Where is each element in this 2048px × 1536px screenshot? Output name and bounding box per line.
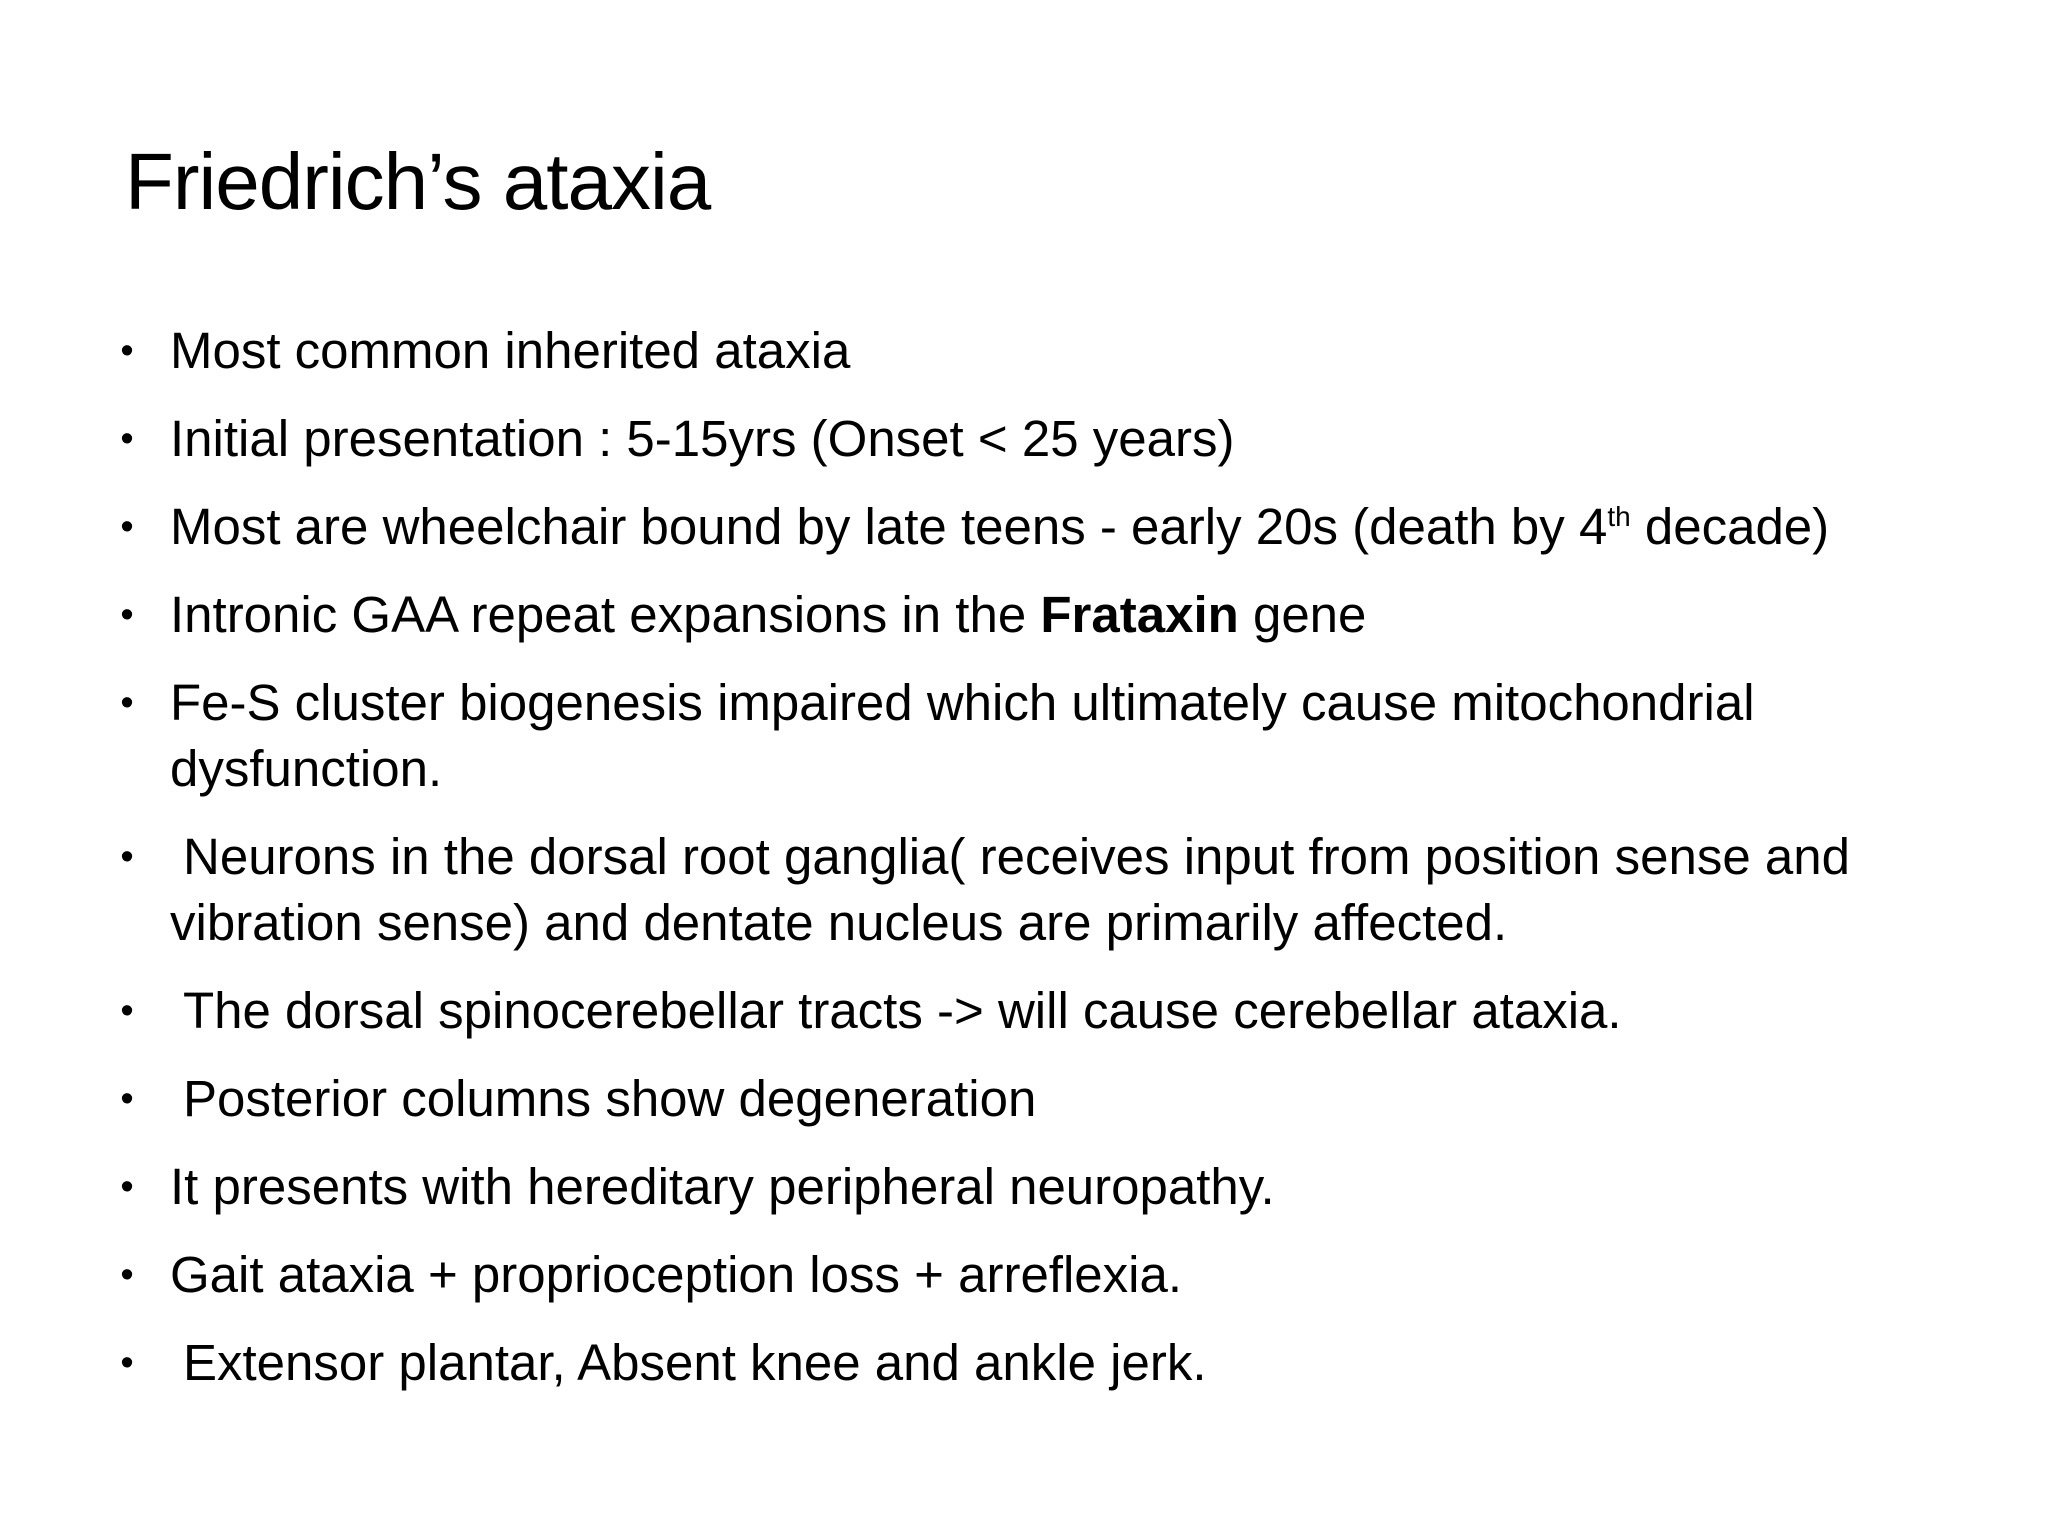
bullet-icon: • <box>120 836 134 878</box>
bullet-item <box>112 1242 1932 1308</box>
bullet-text: Gait ataxia + proprioception loss + arreflexia. <box>170 1246 1183 1303</box>
bullet-item <box>112 1154 1932 1220</box>
bullet-text: Posterior columns show degeneration <box>183 1070 1037 1127</box>
bullet-text: Fe-S cluster biogenesis impaired which ultimately cause mitochondrial dysfunction. <box>170 674 1755 797</box>
bullet-icon: • <box>120 682 134 724</box>
bullet-text-main: Most are wheelchair bound by late teens - early 20s (death by 4 <box>170 498 1608 555</box>
bullet-text: Most common inherited ataxia <box>170 322 851 379</box>
bullet-text <box>170 586 1366 643</box>
bullet-item <box>112 494 1932 560</box>
bullet-icon: • <box>120 1166 134 1208</box>
bullet-item <box>112 406 1932 472</box>
bullet-text: Neurons in the dorsal root ganglia( receives input from position sense and vibration sense) and dentate nucleus are primarily affected. <box>170 828 1850 951</box>
bullet-text: Initial presentation : 5-15yrs (Onset < 25 years) <box>170 410 1235 467</box>
slide-title: Friedrich’s ataxia <box>125 137 711 226</box>
bullet-text: Extensor plantar, Absent knee and ankle jerk. <box>183 1334 1207 1391</box>
bullet-item <box>112 582 1932 648</box>
bullet-icon: • <box>120 1078 134 1120</box>
bullet-list <box>112 318 1932 1418</box>
bullet-text: It presents with hereditary peripheral neuropathy. <box>170 1158 1275 1215</box>
bullet-icon: • <box>120 990 134 1032</box>
bullet-icon: • <box>120 506 134 548</box>
bullet-item <box>112 670 1932 802</box>
bullet-text-main: Intronic GAA repeat expansions in the <box>170 586 1041 643</box>
bullet-icon: • <box>120 330 134 372</box>
bullet-item <box>112 1330 1932 1396</box>
bullet-item <box>112 318 1932 384</box>
bullet-item <box>112 978 1932 1044</box>
bullet-item <box>112 824 1932 956</box>
bullet-icon: • <box>120 594 134 636</box>
bullet-text <box>170 498 1829 555</box>
bullet-icon: • <box>120 418 134 460</box>
bullet-icon: • <box>120 1342 134 1384</box>
ordinal-superscript: th <box>1607 501 1631 532</box>
bullet-icon: • <box>120 1254 134 1296</box>
bold-term: Frataxin <box>1040 586 1239 643</box>
bullet-text-tail: gene <box>1238 586 1367 643</box>
bullet-item <box>112 1066 1932 1132</box>
bullet-text-tail: decade) <box>1630 498 1830 555</box>
bullet-text: The dorsal spinocerebellar tracts -> will cause cerebellar ataxia. <box>183 982 1622 1039</box>
